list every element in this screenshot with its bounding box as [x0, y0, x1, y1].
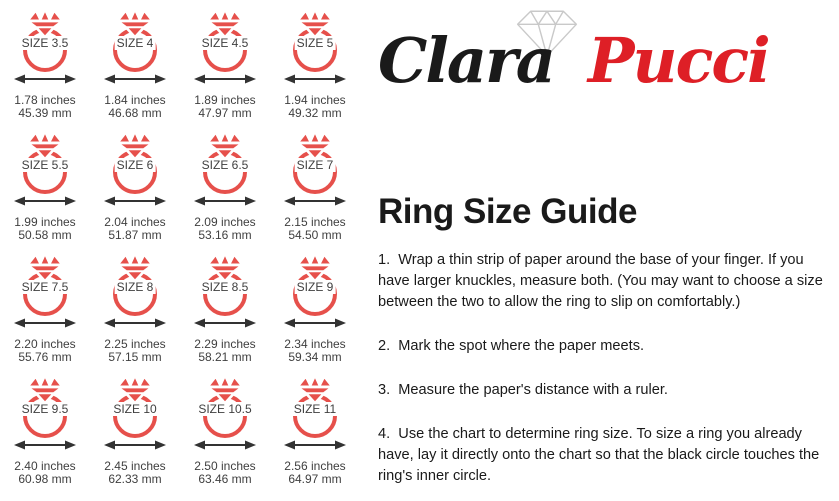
ring-size-cell [270, 10, 360, 132]
ring-size-label: SIZE 5.5 [21, 158, 69, 172]
diamond-gem-icon [28, 10, 62, 37]
ring-measurements [0, 216, 90, 242]
ring-illustration [0, 254, 90, 364]
ring-measurements [90, 460, 180, 486]
ring-mm: 47.97 mm [198, 106, 252, 120]
diamond-gem-icon [28, 376, 62, 403]
ring-size-label: SIZE 4 [116, 36, 154, 50]
ring-size-label: SIZE 11 [293, 402, 337, 416]
ring-size-label: SIZE 7.5 [21, 280, 69, 294]
ring-size-label: SIZE 6.5 [201, 158, 249, 172]
ring-size-label: SIZE 9.5 [21, 402, 69, 416]
ring-mm: 51.87 mm [108, 228, 162, 242]
ring-illustration [90, 376, 180, 486]
diameter-double-arrow-icon [104, 317, 166, 329]
ring-inches: 2.29 inches [194, 337, 256, 351]
ring-mm: 58.21 mm [198, 350, 252, 364]
ring-size-cell [180, 254, 270, 376]
diameter-double-arrow-icon [284, 317, 346, 329]
instruction-step: 3. Measure the paper's distance with a ruler. [378, 382, 668, 398]
ring-measurements [0, 338, 90, 364]
ring-measurements [270, 460, 360, 486]
ring-measurements [0, 460, 90, 486]
ring-mm: 55.76 mm [18, 350, 72, 364]
ring-inches: 2.15 inches [284, 215, 346, 229]
ring-inches: 2.45 inches [104, 459, 166, 473]
ring-inches: 2.25 inches [104, 337, 166, 351]
diamond-gem-icon [298, 10, 332, 37]
ring-illustration [0, 10, 90, 120]
diamond-gem-icon [28, 132, 62, 159]
ring-mm: 60.98 mm [18, 472, 72, 486]
diamond-gem-icon [208, 10, 242, 37]
page-title: Ring Size Guide [378, 192, 637, 231]
ring-measurements [180, 94, 270, 120]
brand-name-pucci: Pucci [587, 24, 769, 97]
info-panel [378, 0, 839, 501]
diameter-double-arrow-icon [194, 73, 256, 85]
ring-illustration [90, 10, 180, 120]
diamond-gem-icon [118, 132, 152, 159]
ring-inches: 1.94 inches [284, 93, 346, 107]
ring-measurements [180, 216, 270, 242]
ring-mm: 49.32 mm [288, 106, 342, 120]
diamond-gem-icon [208, 376, 242, 403]
diamond-gem-icon [208, 254, 242, 281]
diameter-double-arrow-icon [194, 439, 256, 451]
ring-inches: 2.34 inches [284, 337, 346, 351]
diameter-double-arrow-icon [14, 195, 76, 207]
ring-size-cell [270, 376, 360, 498]
ring-size-cell [90, 376, 180, 498]
ring-measurements [180, 338, 270, 364]
ring-illustration [90, 132, 180, 242]
diamond-gem-icon [298, 376, 332, 403]
diameter-double-arrow-icon [104, 439, 166, 451]
ring-size-grid [0, 10, 360, 498]
diameter-double-arrow-icon [284, 73, 346, 85]
ring-inches: 2.04 inches [104, 215, 166, 229]
diamond-gem-icon [118, 376, 152, 403]
ring-illustration [0, 132, 90, 242]
ring-size-cell [180, 10, 270, 132]
diameter-double-arrow-icon [194, 195, 256, 207]
ring-measurements [270, 216, 360, 242]
ring-mm: 53.16 mm [198, 228, 252, 242]
brand-logo [378, 6, 838, 106]
ring-inches: 2.40 inches [14, 459, 76, 473]
ring-size-label: SIZE 3.5 [21, 36, 69, 50]
diameter-double-arrow-icon [14, 439, 76, 451]
ring-measurements [90, 216, 180, 242]
ring-size-cell [90, 254, 180, 376]
ring-measurements [90, 338, 180, 364]
ring-illustration [270, 132, 360, 242]
ring-size-label: SIZE 9 [296, 280, 334, 294]
ring-size-cell [90, 132, 180, 254]
ring-mm: 63.46 mm [198, 472, 252, 486]
ring-inches: 2.56 inches [284, 459, 346, 473]
ring-inches: 1.99 inches [14, 215, 76, 229]
ring-illustration [270, 376, 360, 486]
ring-mm: 64.97 mm [288, 472, 342, 486]
ring-mm: 45.39 mm [18, 106, 72, 120]
ring-inches: 2.50 inches [194, 459, 256, 473]
ring-size-cell [0, 376, 90, 498]
diameter-double-arrow-icon [104, 73, 166, 85]
ring-mm: 57.15 mm [108, 350, 162, 364]
ring-mm: 50.58 mm [18, 228, 72, 242]
ring-size-label: SIZE 10.5 [198, 402, 252, 416]
ring-measurements [270, 338, 360, 364]
ring-mm: 54.50 mm [288, 228, 342, 242]
ring-size-cell [270, 254, 360, 376]
instructions-list [378, 250, 834, 501]
diamond-gem-icon [298, 132, 332, 159]
ring-size-label: SIZE 10 [113, 402, 157, 416]
diameter-double-arrow-icon [284, 439, 346, 451]
diameter-double-arrow-icon [14, 73, 76, 85]
ring-size-cell [90, 10, 180, 132]
diameter-double-arrow-icon [104, 195, 166, 207]
ring-illustration [0, 376, 90, 486]
ring-size-label: SIZE 8.5 [201, 280, 249, 294]
ring-inches: 1.78 inches [14, 93, 76, 107]
ring-size-cell [0, 10, 90, 132]
ring-measurements [270, 94, 360, 120]
diameter-double-arrow-icon [194, 317, 256, 329]
ring-mm: 59.34 mm [288, 350, 342, 364]
ring-illustration [90, 254, 180, 364]
ring-size-label: SIZE 8 [116, 280, 154, 294]
ring-size-label: SIZE 4.5 [201, 36, 249, 50]
diamond-gem-icon [298, 254, 332, 281]
ring-inches: 1.89 inches [194, 93, 256, 107]
ring-inches: 2.20 inches [14, 337, 76, 351]
ring-illustration [180, 254, 270, 364]
ring-size-label: SIZE 6 [116, 158, 154, 172]
ring-size-cell [270, 132, 360, 254]
ring-measurements [90, 94, 180, 120]
ring-inches: 2.09 inches [194, 215, 256, 229]
ring-size-label: SIZE 7 [296, 158, 334, 172]
brand-name-clara: Clara [378, 24, 554, 97]
instruction-step: 1. Wrap a thin strip of paper around the base of your finger. If you have larger knuckles, measure both. (You may want to choose a size between the two to allow the ring to slip on comfortably.) [378, 252, 827, 310]
ring-illustration [270, 10, 360, 120]
ring-size-cell [180, 132, 270, 254]
ring-size-cell [180, 376, 270, 498]
ring-mm: 62.33 mm [108, 472, 162, 486]
diameter-double-arrow-icon [284, 195, 346, 207]
ring-illustration [270, 254, 360, 364]
ring-measurements [180, 460, 270, 486]
diamond-gem-icon [208, 132, 242, 159]
diamond-gem-icon [118, 10, 152, 37]
instruction-step: 4. Use the chart to determine ring size. To size a ring you already have, lay it directly onto the chart so that the black circle touches the ring's inner circle. [378, 426, 824, 484]
ring-measurements [0, 94, 90, 120]
ring-size-label: SIZE 5 [296, 36, 334, 50]
instruction-step: 2. Mark the spot where the paper meets. [378, 338, 645, 354]
ring-illustration [180, 376, 270, 486]
diameter-double-arrow-icon [14, 317, 76, 329]
ring-mm: 46.68 mm [108, 106, 162, 120]
ring-illustration [180, 132, 270, 242]
ring-inches: 1.84 inches [104, 93, 166, 107]
ring-size-cell [0, 132, 90, 254]
ring-illustration [180, 10, 270, 120]
ring-size-cell [0, 254, 90, 376]
diamond-gem-icon [28, 254, 62, 281]
diamond-gem-icon [118, 254, 152, 281]
